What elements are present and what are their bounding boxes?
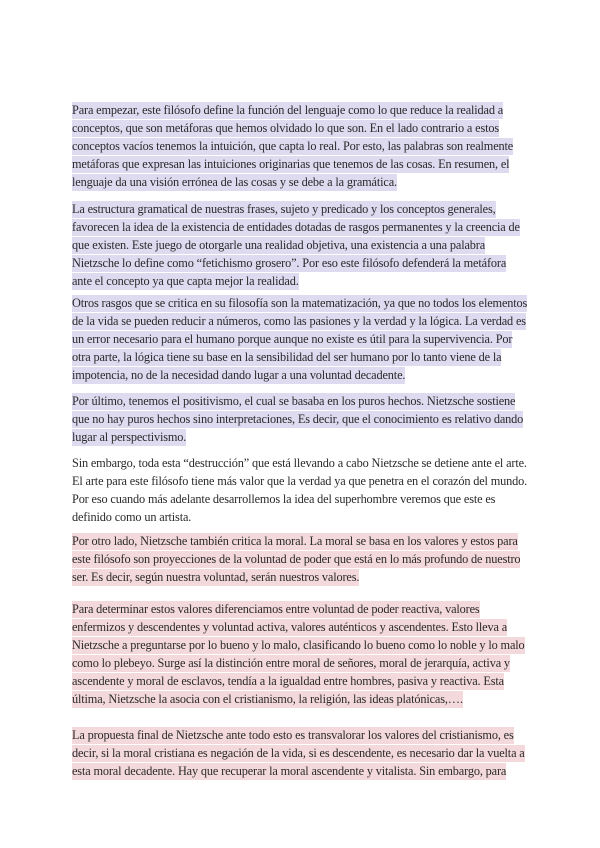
paragraph-language-metaphor	[72, 101, 528, 191]
highlight-pink: Para determinar estos valores diferenciamos entre voluntad de poder reactiva, valores enfermizos y descendentes y voluntad activa, valores auténticos y ascendentes. Esto lleva a Nietzsche a preguntarse por lo bueno y lo malo, clasificando lo bueno como lo noble y lo malo como lo plebeyo. Surge así la distinción entre moral de señores, moral de jerarquía, activa y ascendente y moral de esclavos, tendía a la igualdad entre hombres, pasiva y reactiva. Esta última, Nietzsche la asocia con el cristianismo, la religión, las ideas platónicas,….	[72, 602, 525, 706]
paragraph-transvaluation	[72, 726, 528, 780]
highlight-lavender: La estructura gramatical de nuestras frases, sujeto y predicado y los conceptos generales, favorecen la idea de la existencia de entidades dotadas de rasgos permanentes y la creencia de que existen. Este juego de otorgarle una realidad objetiva, una existencia a una palabra Nietzsche lo define como “fetichismo grosero”. Por eso este filósofo defenderá la metáfora ante el concepto ya que capta mejor la realidad.	[72, 202, 520, 288]
highlight-pink: La propuesta final de Nietzsche ante todo esto es transvalorar los valores del cristianismo, es decir, si la moral cristiana es negación de la vida, si es descendente, es necesario dar la vuelta a esta moral decadente. Hay que recuperar la moral ascendente y vitalista. Sin embargo, para	[72, 728, 525, 778]
paragraph-moral-critique	[72, 532, 528, 586]
paragraph-values	[72, 600, 528, 708]
highlight-pink: Por otro lado, Nietzsche también critica la moral. La moral se basa en los valores y estos para este filósofo son proyecciones de la voluntad de poder que está en lo más profundo de nuestro ser. Es decir, según nuestra voluntad, serán nuestros valores.	[72, 534, 521, 584]
paragraph-grammar-structure	[72, 200, 528, 290]
highlight-lavender: Por último, tenemos el positivismo, el cual se basaba en los puros hechos. Nietzsche sostiene que no hay puros hechos sino interpretaciones, Es decir, que el conocimiento es relativo dando lugar al perspectivismo.	[72, 394, 524, 444]
highlight-lavender: Para empezar, este filósofo define la función del lenguaje como lo que reduce la realidad a conceptos, que son metáforas que hemos olvidado lo que son. En el lado contrario a estos conceptos vacíos tenemos la intuición, que capta lo real. Por esto, las palabras son realmente metáforas que expresan las intuiciones originarias que tenemos de las cosas. En resumen, el lenguaje da una visión errónea de las cosas y se debe a la gramática.	[72, 103, 514, 189]
paragraph-positivism	[72, 392, 528, 446]
highlight-lavender: Otros rasgos que se critica en su filosofía son la matematización, ya que no todos los elementos de la vida se pueden reducir a números, como las pasiones y la verdad y la lógica. La verdad es un error necesario para el humano porque aunque no existe es útil para la supervivencia. Por otra parte, la lógica tiene su base en la sensibilidad del ser humano por lo tanto viene de la impotencia, no de la necesidad dando lugar a una voluntad decadente.	[72, 296, 528, 382]
paragraph-mathematization	[72, 294, 528, 384]
unhighlighted-text: Sin embargo, toda esta “destrucción” que está llevando a cabo Nietzsche se detiene ante el arte. El arte para este filósofo tiene más valor que la verdad ya que penetra en el corazón del mundo. Por eso cuando más adelante desarrollemos la idea del superhombre veremos que este es definido como un artista.	[72, 456, 528, 524]
paragraph-art	[72, 454, 528, 526]
